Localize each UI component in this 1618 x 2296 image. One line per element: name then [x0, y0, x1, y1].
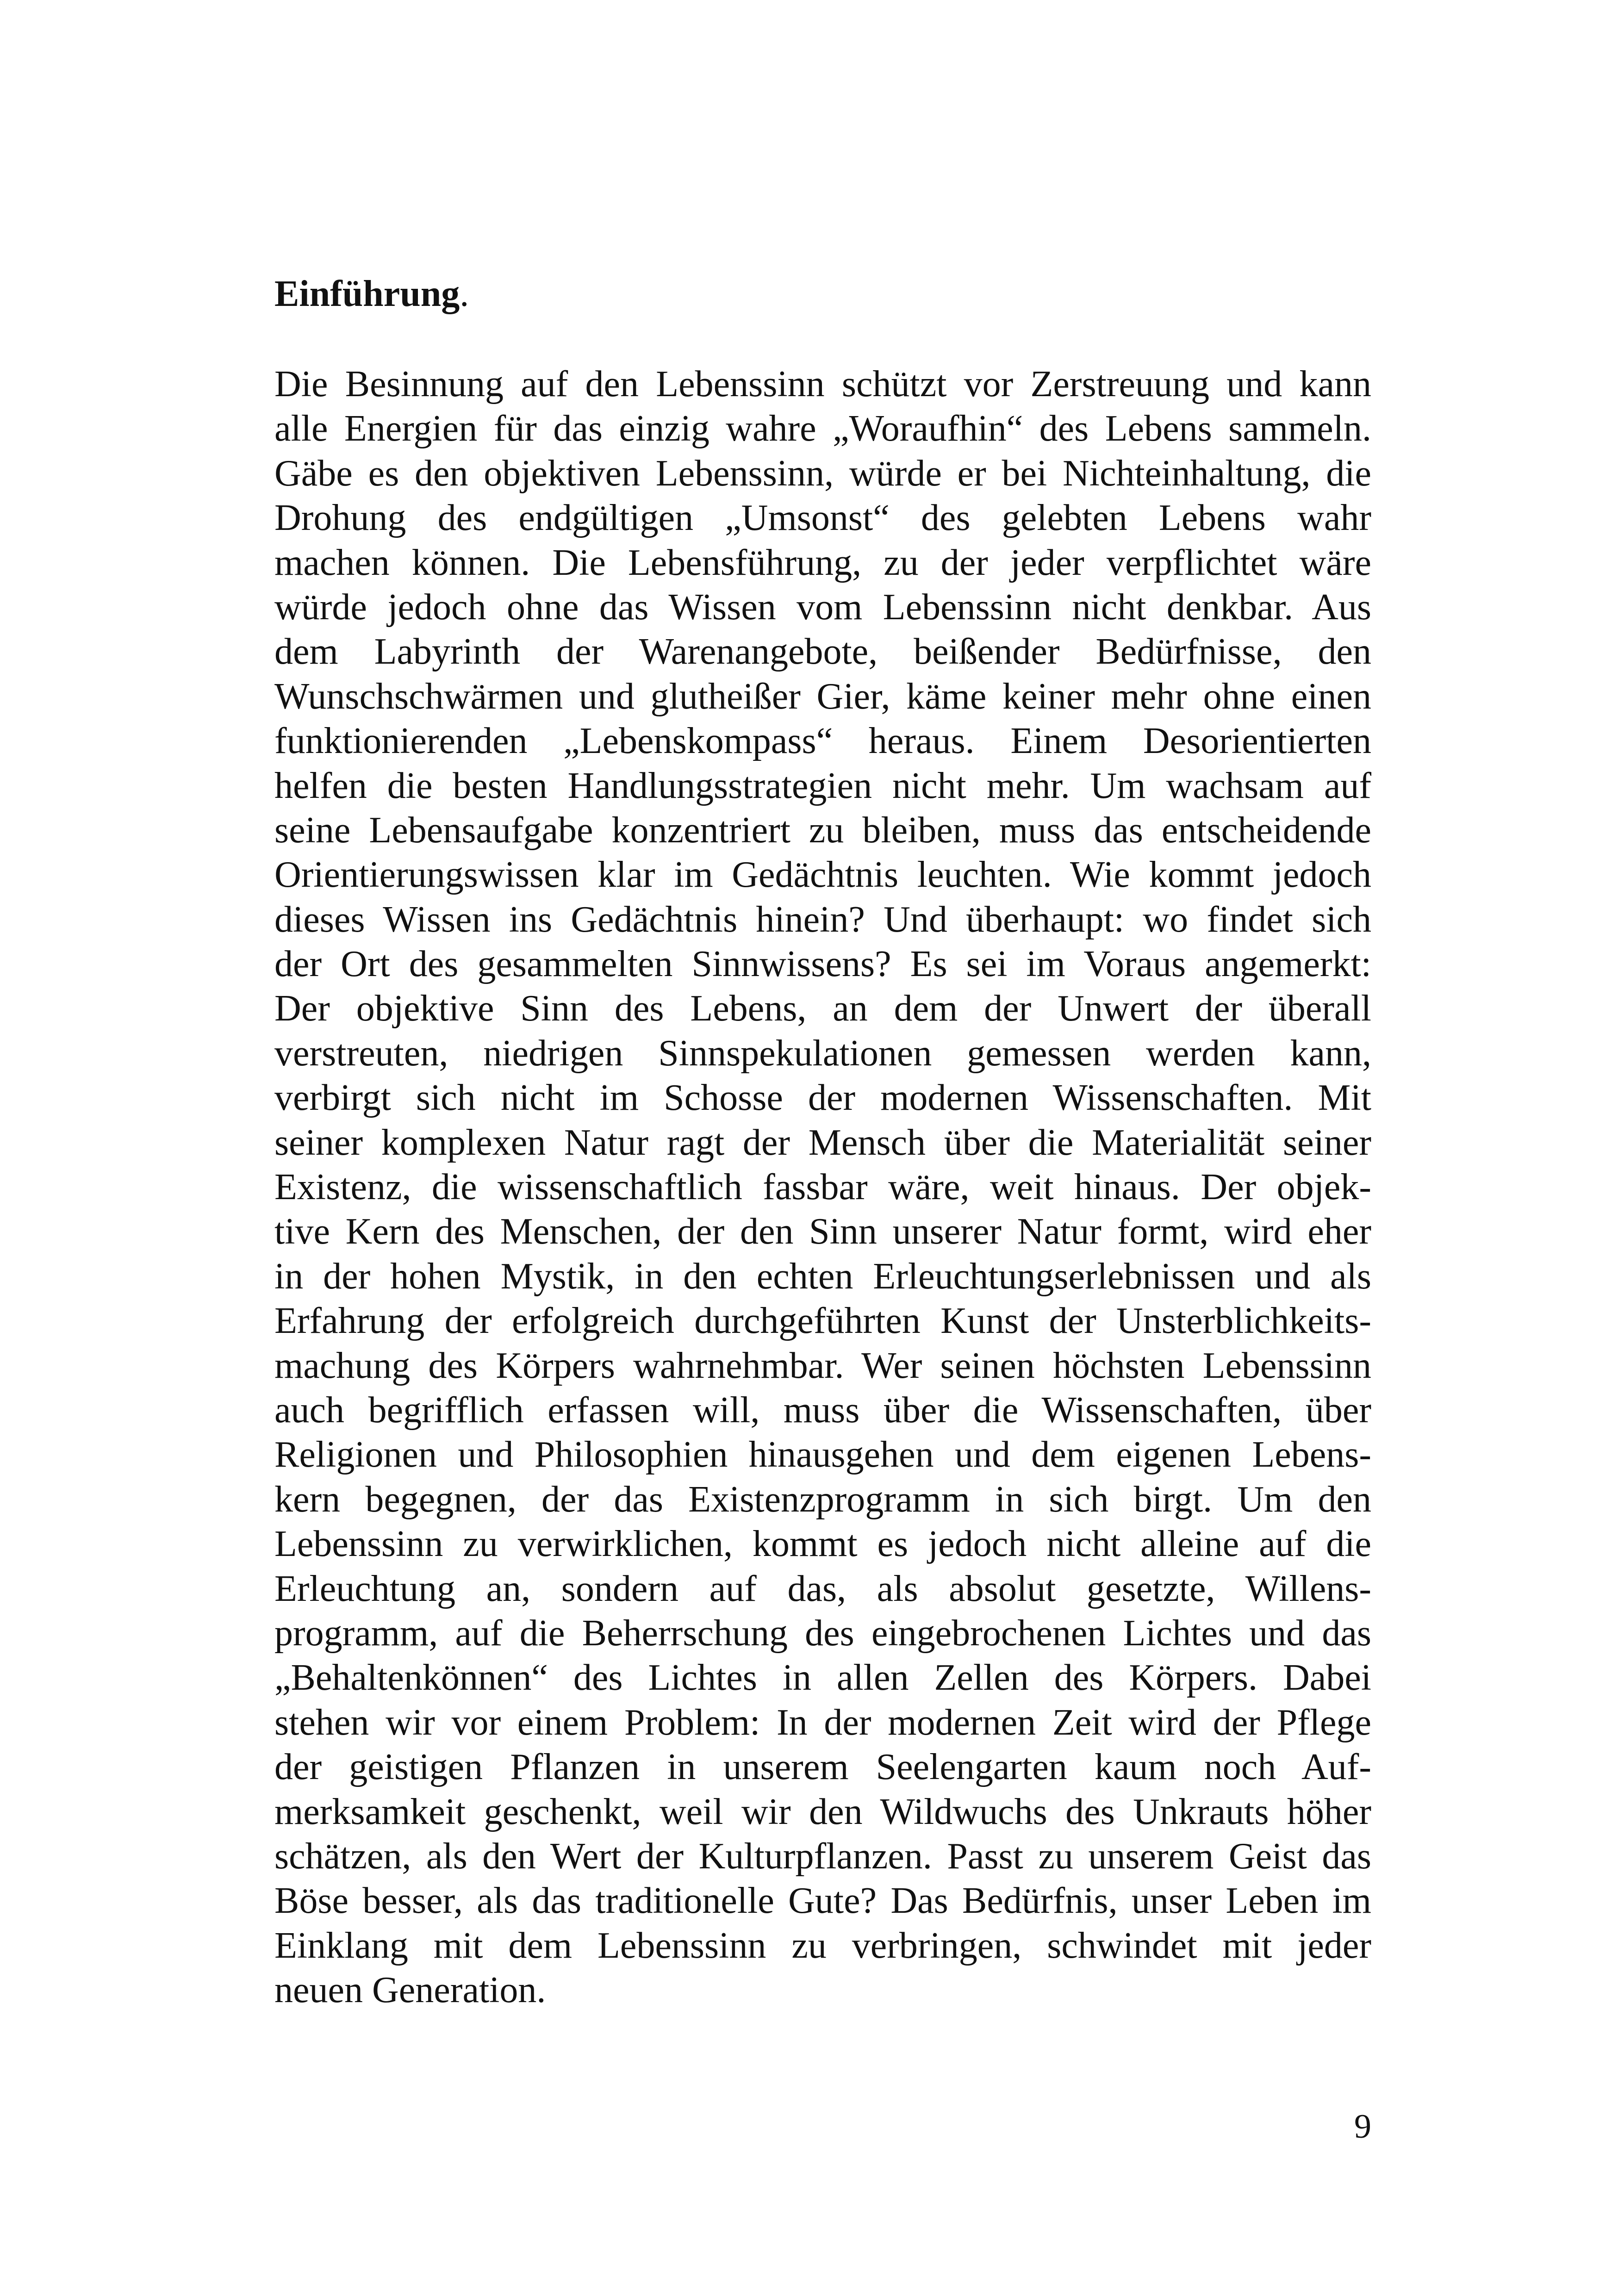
- text-line: Wunschschwärmen und glutheißer Gier, käme keiner mehr ohne einen: [274, 676, 1371, 717]
- text-line: helfen die besten Handlungsstrategien nicht mehr. Um wachsam auf: [274, 765, 1371, 806]
- body-paragraph: [274, 362, 1371, 2012]
- text-line: auch begrifflich erfassen will, muss über die Wissenschaften, über: [274, 1389, 1371, 1431]
- text-line: Erfahrung der erfolgreich durchgeführten Kunst der Unsterblichkeits-: [274, 1300, 1371, 1342]
- text-line: Lebenssinn zu verwirklichen, kommt es jedoch nicht alleine auf die: [274, 1524, 1371, 1565]
- text-line: machen können. Die Lebensführung, zu der jeder verpflichtet wäre: [274, 542, 1371, 583]
- text-line: Drohung des endgültigen „Umsonst“ des gelebten Lebens wahr: [274, 498, 1371, 539]
- text-line: machung des Körpers wahrnehmbar. Wer seinen höchsten Lebenssinn: [274, 1345, 1371, 1386]
- text-line: verbirgt sich nicht im Schosse der modernen Wissenschaften. Mit: [274, 1077, 1371, 1119]
- text-line: Böse besser, als das traditionelle Gute? Das Bedürfnis, unser Leben im: [274, 1880, 1371, 1922]
- text-line: Orientierungswissen klar im Gedächtnis leuchten. Wie kommt jedoch: [274, 854, 1371, 896]
- text-line: funktionierenden „Lebenskompass“ heraus. Einem Desorientierten: [274, 721, 1371, 762]
- text-line: alle Energien für das einzig wahre „Woraufhin“ des Lebens sammeln.: [274, 408, 1371, 449]
- page-heading: [274, 271, 469, 317]
- text-line: verstreuten, niedrigen Sinnspekulationen gemessen werden kann,: [274, 1033, 1371, 1074]
- text-line: schätzen, als den Wert der Kulturpflanzen. Passt zu unserem Geist das: [274, 1836, 1371, 1877]
- text-line: Gäbe es den objektiven Lebenssinn, würde er bei Nichteinhaltung, die: [274, 453, 1371, 494]
- text-line: stehen wir vor einem Problem: In der modernen Zeit wird der Pflege: [274, 1702, 1371, 1743]
- heading-title: Einführung: [274, 274, 460, 314]
- text-line: „Behaltenkönnen“ des Lichtes in allen Zellen des Körpers. Dabei: [274, 1657, 1371, 1699]
- heading-period: .: [460, 274, 469, 314]
- text-line: programm, auf die Beherrschung des eingebrochenen Lichtes und das: [274, 1612, 1371, 1654]
- text-line: tive Kern des Menschen, der den Sinn unserer Natur formt, wird eher: [274, 1211, 1371, 1252]
- text-line: Die Besinnung auf den Lebenssinn schützt vor Zerstreuung und kann: [274, 364, 1371, 404]
- text-line: kern begegnen, der das Existenzprogramm in sich birgt. Um den: [274, 1479, 1371, 1520]
- text-line: dem Labyrinth der Warenangebote, beißender Bedürfnisse, den: [274, 631, 1371, 672]
- text-line: Erleuchtung an, sondern auf das, als absolut gesetzte, Willens-: [274, 1568, 1371, 1609]
- text-line: seiner komplexen Natur ragt der Mensch über die Materialität seiner: [274, 1122, 1371, 1163]
- text-line: in der hohen Mystik, in den echten Erleuchtungserlebnissen und als: [274, 1256, 1371, 1297]
- text-line: seine Lebensaufgabe konzentriert zu bleiben, muss das entscheidende: [274, 809, 1371, 851]
- text-line: würde jedoch ohne das Wissen vom Lebenssinn nicht denkbar. Aus: [274, 586, 1371, 628]
- text-line: der Ort des gesammelten Sinnwissens? Es sei im Voraus angemerkt:: [274, 944, 1371, 985]
- text-line: Einklang mit dem Lebenssinn zu verbringen, schwindet mit jeder: [274, 1925, 1371, 1966]
- text-line: Existenz, die wissenschaftlich fassbar wäre, weit hinaus. Der objek-: [274, 1167, 1371, 1208]
- page-number: 9: [1354, 2108, 1371, 2146]
- text-line: der geistigen Pflanzen in unserem Seelengarten kaum noch Auf-: [274, 1747, 1371, 1788]
- text-line: dieses Wissen ins Gedächtnis hinein? Und überhaupt: wo findet sich: [274, 899, 1371, 940]
- text-line: neuen Generation.: [274, 1970, 546, 2011]
- text-line: merksamkeit geschenkt, weil wir den Wildwuchs des Unkrauts höher: [274, 1791, 1371, 1832]
- text-line: Religionen und Philosophien hinausgehen und dem eigenen Lebens-: [274, 1434, 1371, 1475]
- text-line: Der objektive Sinn des Lebens, an dem der Unwert der überall: [274, 988, 1371, 1029]
